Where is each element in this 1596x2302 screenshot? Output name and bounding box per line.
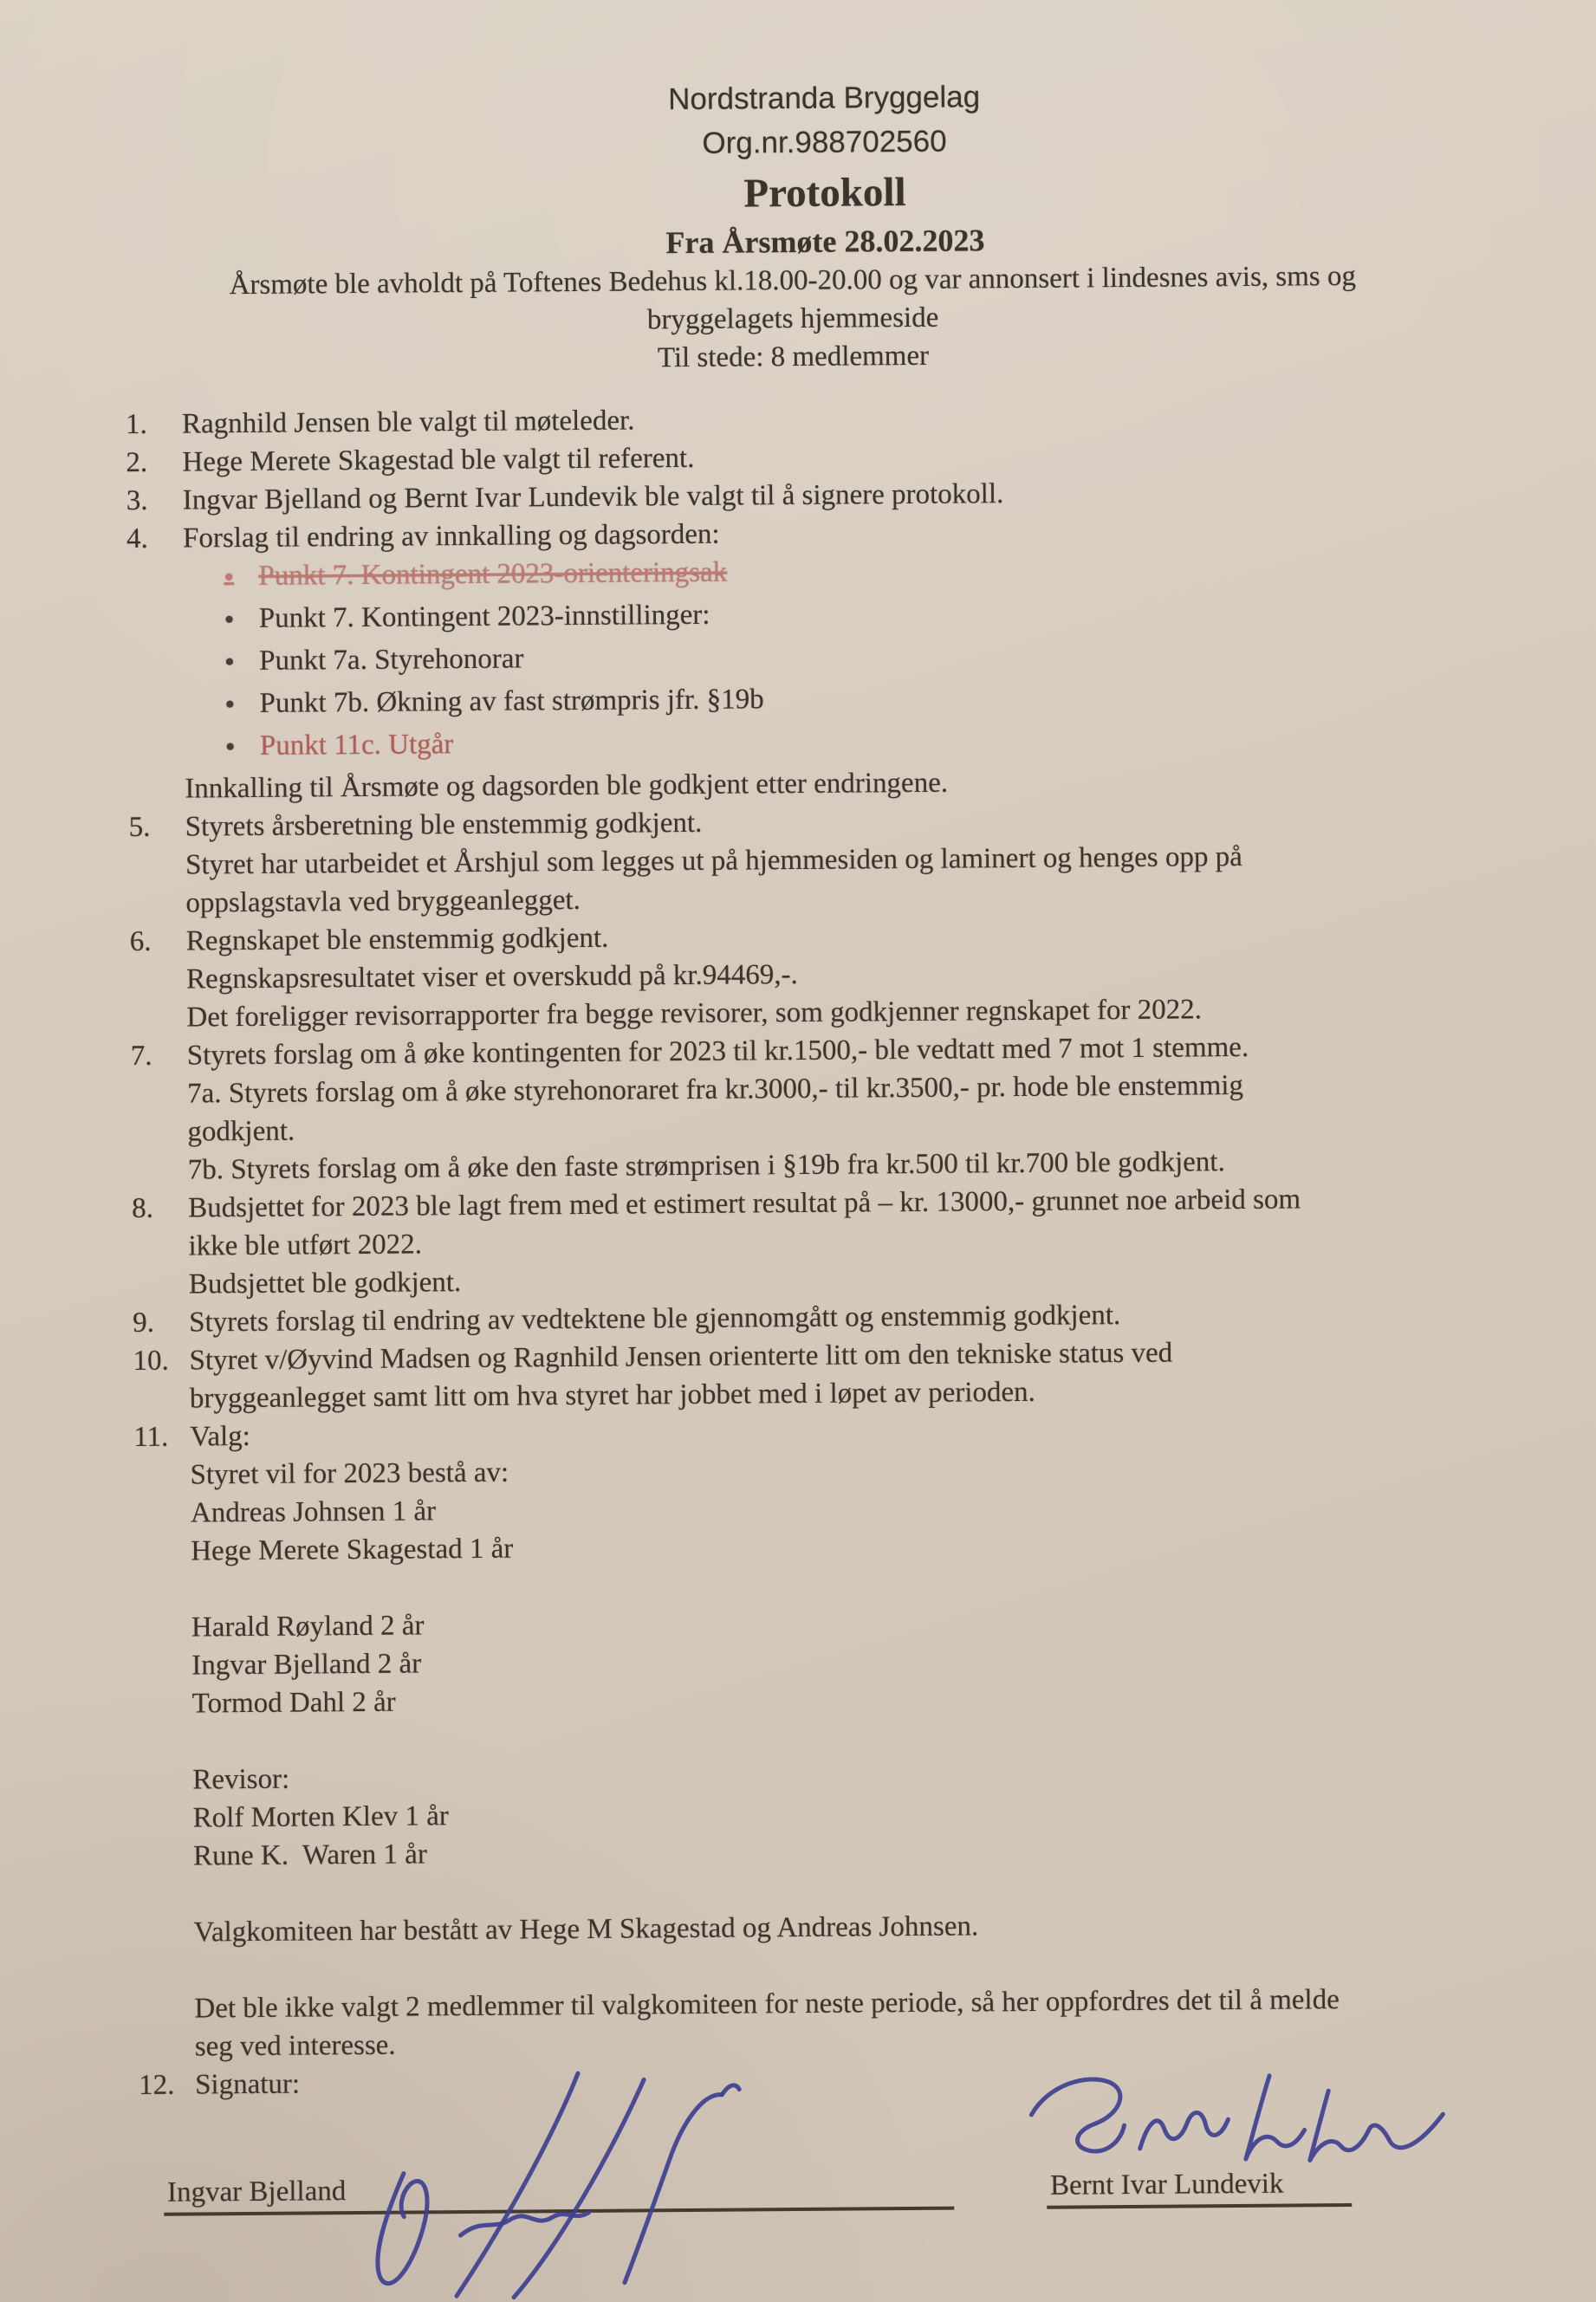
text-line: Budsjettet ble godkjent. bbox=[188, 1267, 462, 1300]
auditor-line: Rolf Morten Klev 1 år bbox=[192, 1800, 449, 1834]
document-header bbox=[0, 0, 1592, 382]
signature-line-left bbox=[164, 2163, 954, 2216]
protocol-item-4 bbox=[127, 509, 1595, 808]
text-line: seg ved interesse. bbox=[194, 2029, 396, 2063]
bullet-icon bbox=[225, 727, 260, 769]
item-number: 4. bbox=[126, 522, 148, 555]
text-line: Valg: bbox=[190, 1420, 251, 1453]
board-member-line: Hege Merete Skagestad 1 år bbox=[191, 1533, 514, 1567]
text-line: Regnskapsresultatet viser et overskudd på kr.94469,-. bbox=[185, 959, 798, 995]
org-name: Nordstranda Bryggelag bbox=[668, 80, 981, 117]
board-member-line: Harald Røyland 2 år bbox=[191, 1610, 425, 1644]
bullet-text: Punkt 7a. Styrehonorar bbox=[259, 643, 524, 677]
text-line: Innkalling til Årsmøte og dagsorden ble godkjent etter endringene. bbox=[185, 767, 949, 805]
protocol-item-7 bbox=[131, 1026, 1596, 1190]
bullet-text: Punkt 11c. Utgår bbox=[259, 729, 454, 762]
text-line: Ingvar Bjelland og Bernt Ivar Lundevik ble valgt til å signere protokoll. bbox=[182, 478, 1004, 516]
text-line: Styrets forslag til endring av vedtektene ble gjennomgått og enstemmig godkjent. bbox=[189, 1300, 1121, 1339]
item-number: 12. bbox=[138, 2069, 175, 2102]
document-title: Protokoll bbox=[743, 169, 906, 217]
text-line: 7b. Styrets forslag om å øke den faste strømprisen i §19b fra kr.500 til kr.700 ble godkjent. bbox=[187, 1146, 1225, 1186]
item-number: 5. bbox=[128, 811, 151, 844]
bullet-text: Punkt 7b. Økning av fast strømpris jfr. §19b bbox=[259, 684, 764, 719]
text-line: oppslagstavla ved bryggeanlegget. bbox=[185, 884, 581, 919]
protocol-item-8 bbox=[132, 1178, 1596, 1304]
text-line: Budsjettet for 2023 ble lagt frem med et estimert resultat på – kr. 13000,- grunnet noe arbeid som bbox=[188, 1183, 1301, 1224]
board-member-line: Tormod Dahl 2 år bbox=[191, 1686, 396, 1720]
agenda-change-bullets bbox=[224, 547, 1594, 769]
text-line: godkjent. bbox=[187, 1115, 295, 1148]
protocol-item-11 bbox=[133, 1407, 1596, 2066]
item-number: 10. bbox=[133, 1345, 169, 1378]
item-number: 2. bbox=[126, 446, 148, 479]
text-line: Styret vil for 2023 bestå av: bbox=[190, 1456, 509, 1491]
text-line: Styrets forslag om å øke kontingenten for 2023 til kr.1500,- ble vedtatt med 7 mot 1 stemme. bbox=[186, 1031, 1249, 1072]
text-line: Det ble ikke valgt 2 medlemmer til valgkomiteen for neste periode, så her oppfordres det til å melde bbox=[194, 1984, 1340, 2025]
text-line: Hege Merete Skagestad ble valgt til referent. bbox=[182, 442, 695, 478]
signer-name-left: Ingvar Bjelland bbox=[166, 2176, 347, 2208]
text-line: bryggeanlegget samt litt om hva styret har jobbet med i løpet av perioden. bbox=[189, 1376, 1035, 1415]
text-line: 7a. Styrets forslag om å øke styrehonoraret fra kr.3000,- til kr.3500,- pr. hode ble enstemmig bbox=[186, 1069, 1244, 1110]
signature-heading: Signatur: bbox=[194, 2068, 301, 2101]
text-line: Styrets årsberetning ble enstemmig godkjent. bbox=[185, 807, 703, 843]
text-line: ikke ble utført 2022. bbox=[188, 1229, 423, 1262]
text-line: Ragnhild Jensen ble valgt til møteleder. bbox=[181, 405, 635, 440]
text-line: Styret v/Øyvind Madsen og Ragnhild Jensen orienterte litt om den tekniske status ved bbox=[189, 1337, 1173, 1377]
bullet-text: Punkt 7. Kontingent 2023-orienteringsak bbox=[258, 556, 728, 592]
item-number: 11. bbox=[133, 1421, 169, 1454]
document-subtitle: Fra Årsmøte 28.02.2023 bbox=[665, 223, 985, 261]
signature-line-right bbox=[1047, 2160, 1352, 2209]
signer-name-right: Bernt Ivar Lundevik bbox=[1049, 2168, 1284, 2201]
board-member-line: Andreas Johnsen 1 år bbox=[190, 1495, 437, 1529]
text-line: Valgkomiteen har bestått av Hege M Skagestad og Andreas Johnsen. bbox=[193, 1910, 979, 1949]
intro-line-1: Årsmøte ble avholdt på Toftenes Bedehus kl.18.00-20.00 og var annonsert i lindesnes avis, sms og bbox=[229, 260, 1357, 302]
text-line: Styret har utarbeidet et Årshjul som legges ut på hjemmesiden og laminert og henges opp på bbox=[185, 840, 1242, 881]
bullet-icon bbox=[224, 557, 258, 600]
bullet-icon bbox=[224, 642, 259, 684]
text-line: Forslag til endring av innkalling og dagsorden: bbox=[182, 518, 720, 554]
bullet-icon bbox=[224, 600, 259, 642]
auditor-line: Rune K. Waren 1 år bbox=[192, 1838, 428, 1872]
org-number: Org.nr.988702560 bbox=[702, 124, 947, 160]
text-line: Revisor: bbox=[192, 1763, 290, 1796]
text-line: Regnskapet ble enstemmig godkjent. bbox=[185, 922, 609, 957]
board-member-line: Ingvar Bjelland 2 år bbox=[191, 1648, 422, 1682]
attendance-line: Til stede: 8 medlemmer bbox=[657, 340, 930, 374]
text-line: Det foreligger revisorrapporter fra begge revisorer, som godkjenner regnskapet for 2022. bbox=[186, 994, 1203, 1034]
protocol-item-6 bbox=[130, 911, 1596, 1037]
protocol-item-10 bbox=[133, 1331, 1596, 1418]
item-number: 7. bbox=[130, 1040, 152, 1073]
intro-line-2: bryggelagets hjemmeside bbox=[646, 302, 939, 336]
item-number: 9. bbox=[133, 1307, 155, 1339]
item-number: 3. bbox=[126, 484, 148, 517]
item-number: 1. bbox=[125, 408, 147, 441]
bullet-icon bbox=[224, 684, 259, 727]
protocol-item-5 bbox=[129, 797, 1596, 923]
protocol-item-list bbox=[126, 394, 1596, 2104]
item-number: 8. bbox=[132, 1192, 154, 1225]
item-number: 6. bbox=[129, 925, 152, 958]
bullet-text: Punkt 7. Kontingent 2023-innstillinger: bbox=[258, 599, 710, 634]
